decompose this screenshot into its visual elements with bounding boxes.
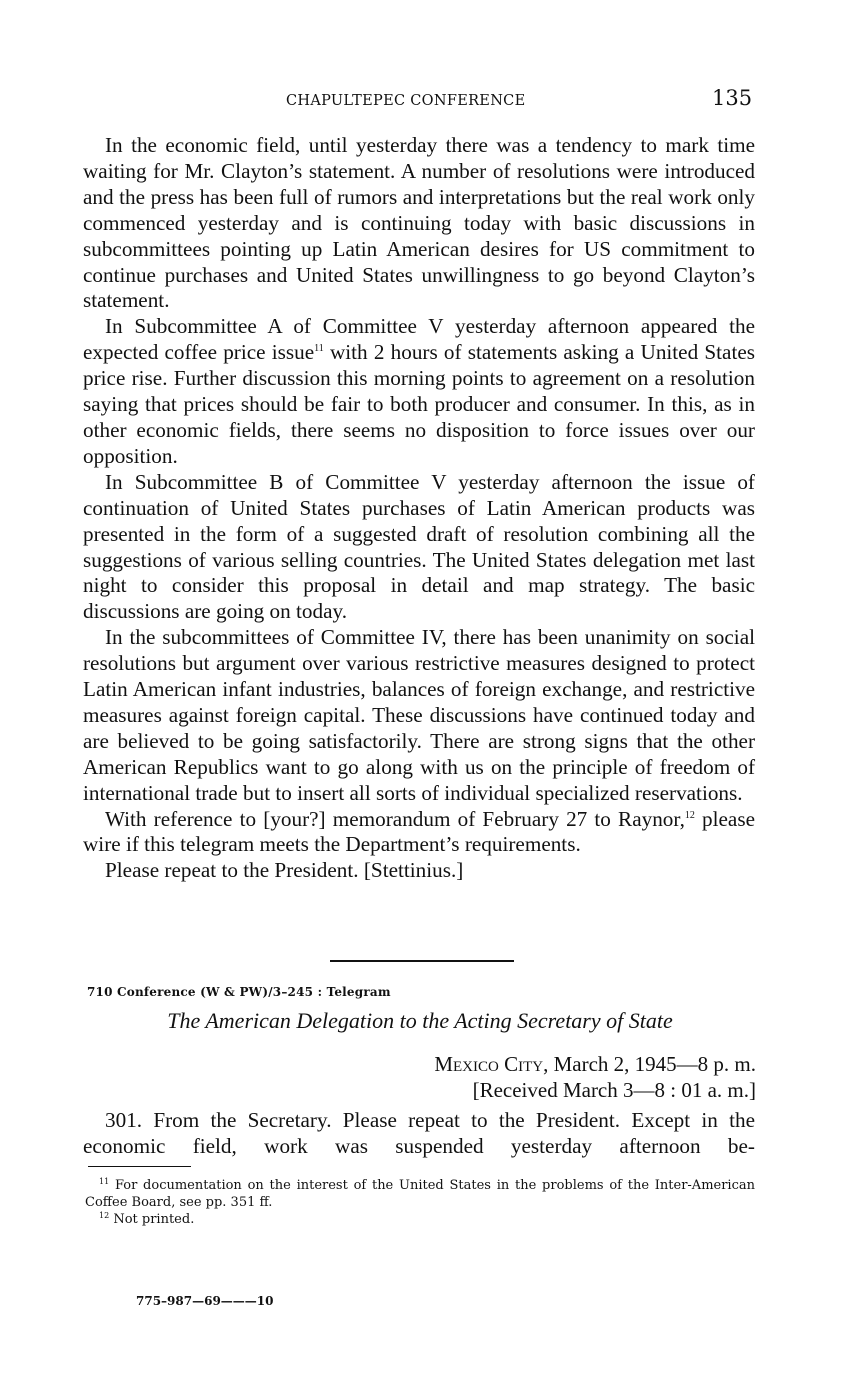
footnote-text: Not printed. [113, 1212, 195, 1227]
footnote-divider [88, 1166, 191, 1167]
telegram-301-body [83, 1108, 755, 1160]
paragraph-economic-field: In the economic field, until yesterday there was a tendency to mark time waiting for Mr. Clayton’s statement. A number of resolutions were introduced and the press has been full of rumors and interpretations but the real work only commenced yesterday and is continuing today with basic discussions in subcommittees pointing up Latin American desires for US commitment to continue purchases and United States unwillingness to go beyond Clayton’s statement. [83, 133, 755, 313]
footnote-ref-11: 11 [314, 343, 324, 355]
footnote-11 [85, 1177, 755, 1211]
footnote-text: For documentation on the interest of the United States in the problems of the Inter-American Coffee Board, see pp. 351 ff. [85, 1178, 755, 1210]
print-code: 775–987—69———10 [136, 1294, 274, 1308]
running-title: CHAPULTEPEC CONFERENCE [286, 93, 526, 109]
dateline [434, 1052, 756, 1077]
paragraph-memorandum [83, 807, 755, 859]
paragraph-subcommittee-a [83, 314, 755, 469]
paragraph-301: 301. From the Secretary. Please repeat to the President. Except in the economic field, work was suspended yesterday afternoon be- [83, 1108, 755, 1158]
dateline-date: March 2, 1945—8 p. m. [548, 1052, 756, 1076]
paragraph-text: with 2 hours of statements asking a United States price rise. Further discussion this morning points to agreement on a resolution saying that prices should be fair to both producer and consumer. In this, as in other economic fields, there seems no disposition to force issues over our opposition. [83, 340, 755, 468]
paragraph-text: please wire if this telegram meets the Department’s requirements. [83, 806, 755, 857]
paragraph-text: With reference to [your?] memorandum of February 27 to Raynor, [105, 806, 685, 831]
received-line: [Received March 3—8 : 01 a. m.] [472, 1078, 756, 1102]
footnote-mark: 11 [99, 1177, 110, 1186]
paragraph-text: In Subcommittee A of Committee V yesterday afternoon appeared the expected coffee price issue [83, 314, 755, 365]
dateline-place: Mexico City, [434, 1052, 549, 1076]
document-title: The American Delegation to the Acting Secretary of State [167, 1008, 673, 1033]
section-divider [330, 960, 514, 962]
footnote-12 [85, 1211, 755, 1228]
footnote-ref-12: 12 [684, 809, 695, 821]
paragraph-closing: Please repeat to the President. [Stettinius.] [105, 858, 464, 883]
footnote-mark: 12 [99, 1211, 110, 1220]
paragraph-committee-iv: In the subcommittees of Committee IV, there has been unanimity on social resolutions but argument over various restrictive measures designed to protect Latin American infant industries, balances of foreign exchange, and restrictive measures against foreign capital. These discussions have continued today and are believed to be going satisfactorily. There are strong signs that the other American Republics want to go along with us on the principle of freedom of international trade but to insert all sorts of individual specialized reservations. [83, 625, 755, 805]
paragraph-subcommittee-b: In Subcommittee B of Committee V yesterday afternoon the issue of continuation of United States purchases of Latin American products was presented in the form of a suggested draft of resolution combining all the suggestions of various selling countries. The United States delegation met last night to consider this proposal in detail and map strategy. The basic discussions are going on today. [83, 469, 755, 624]
telegram-body-continued [83, 133, 755, 884]
document-reference: 710 Conference (W & PW)/3–245 : Telegram [87, 985, 391, 999]
page-number: 135 [712, 86, 753, 110]
footnotes [85, 1177, 755, 1228]
